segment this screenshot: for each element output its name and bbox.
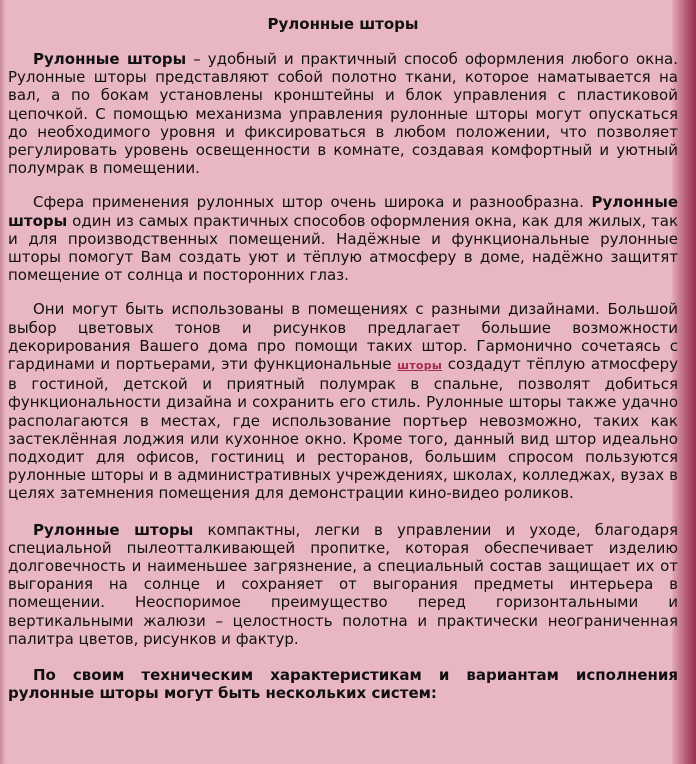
- bold-statement: По своим техническим характеристикам и вариантам исполнения рулонные шторы могут быть нескольких систем:: [8, 666, 678, 703]
- paragraph-text: Сфера применения рулонных штор очень широка и разнообразна.: [33, 193, 592, 212]
- paragraph-text: один из самых практичных способов оформления окна, как для жилых, так и для производственных помещений. Надёжные и функциональные рулонные шторы помогут Вам создать уют и тёплую атмосферу в доме, надёжно защитят помещение от солнца и посторонних глаз.: [8, 211, 678, 285]
- paragraph-intro: [8, 50, 678, 177]
- paragraph-text: создадут тёплую атмосферу в гостиной, детской и приятный полумрак в спальне, позволят добиться функциональности дизайна и сохранить его стиль. Рулонные шторы также удачно располагаются в местах, где использование портьер невозможно, таких как застеклённая лоджия или кухонное окно. Кроме того, данный вид штор идеально подходит для офисов, гостиниц и ресторанов, большим спросом пользуются рулонные шторы и в административных учреждениях, школах, колледжах, вузах в целях затемнения помещения для демонстрации кино-видео роликов.: [8, 355, 678, 503]
- paragraph-systems-heading: [8, 666, 678, 702]
- article: [8, 14, 678, 719]
- left-border-shade: [0, 0, 6, 764]
- paragraph-scope: [8, 193, 678, 284]
- page-title: Рулонные шторы: [267, 15, 419, 33]
- bold-term: Рулонные шторы: [33, 520, 194, 539]
- paragraph-usage: [8, 300, 678, 502]
- paragraph-text: – удобный и практичный способ оформления любого окна. Рулонные шторы представляют собой полотно ткани, которое наматывается на вал, а по бокам установлены кронштейны и блок управления с пластиковой цепочкой. С помощью механизма управления рулонные шторы могут опускаться до необходимого уровня и фиксироваться в любом положении, что позволяет регулировать уровень освещенности в комнате, создавая комфортный и уютный полумрак в помещении.: [8, 50, 678, 178]
- paragraph-text: компактны, легки в управлении и уходе, благодаря специальной пылеотталкивающей пропитке, которая обеспечивает изделию долговечность и наименьшее загрязнение, а специальный состав защищает их от выгорания на солнце и сохраняет от выгорания предметы интерьера в помещении. Неоспоримое преимущество перед горизонтальными и вертикальными жалюзи – целостность полотна и практически неограниченная палитра цветов, рисунков и фактур.: [8, 520, 679, 648]
- bold-term: Рулонные шторы: [33, 50, 187, 68]
- bold-term: Рулонные шторы: [8, 193, 678, 230]
- paragraph-benefits: [8, 521, 678, 648]
- curtains-link[interactable]: шторы: [397, 359, 443, 373]
- paragraph-text: Они могут быть использованы в помещениях с разными дизайнами. Большой выбор цветовых тонов и рисунков предлагает большие возможности декорирования Вашего дома про помощи таких штор. Гармонично сочетаясь с гардинами и портьерами, эти функциональные: [8, 300, 678, 374]
